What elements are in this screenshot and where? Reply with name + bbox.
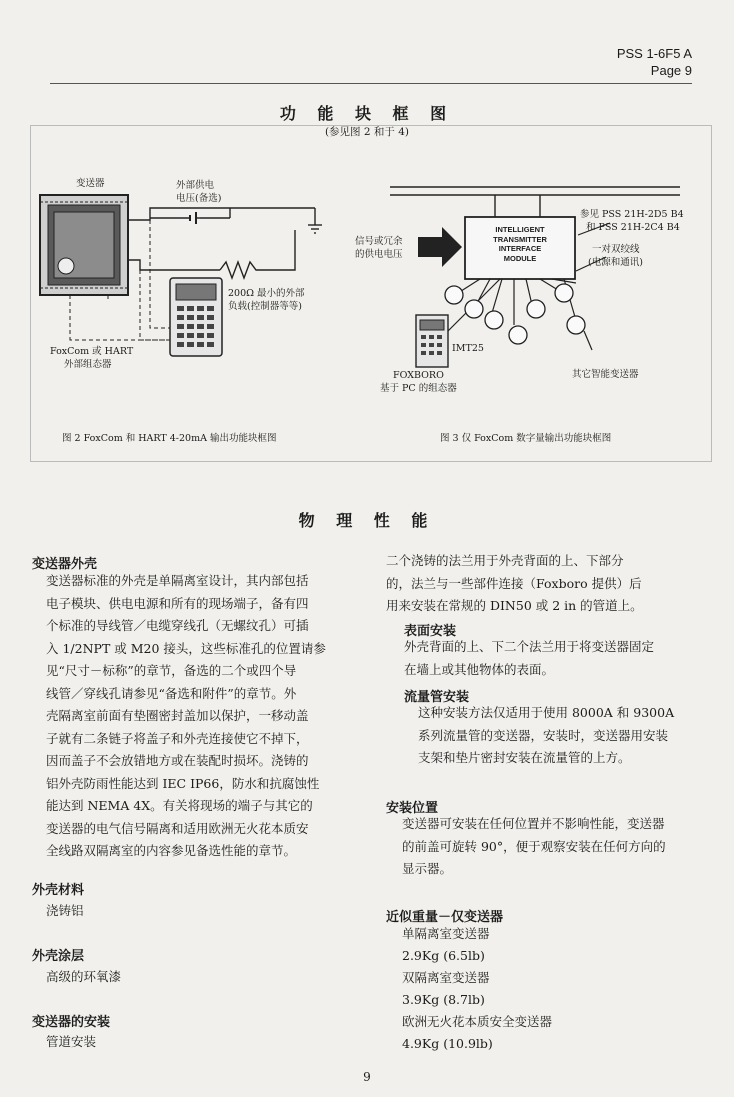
page-number: 9	[363, 1070, 371, 1084]
block-diagram-subtitle: (参见图 2 和于 4)	[324, 126, 410, 138]
figure-3-diagram	[380, 175, 700, 395]
position-line: 显示器。	[402, 861, 453, 876]
fig3-caption: 图 3 仅 FoxCom 数字量输出功能块框图	[440, 433, 612, 444]
enclosure-line: 变送器的电气信号隔离和适用欧洲无火花本质安	[46, 820, 309, 836]
weight-label: 欧洲无火花本质安全变送器	[402, 1014, 553, 1029]
fig3-ref-label-2: 和 PSS 21H-2C4 B4	[586, 222, 680, 233]
fig3-imt-label: IMT25	[452, 343, 484, 354]
fig3-pc-label-1: FOXBORO	[393, 370, 444, 381]
weight-value: 3.9Kg (8.7lb)	[402, 992, 485, 1007]
position-paragraph	[402, 813, 704, 881]
surface-line: 外壳背面的上、下二个法兰用于将变送器固定	[404, 639, 655, 654]
fig2-load-label-2: 负载(控制器等等)	[228, 301, 302, 312]
flowtube-line: 支架和垫片密封安装在流量管的上方。	[418, 750, 631, 765]
interface-module-label	[465, 225, 575, 263]
fig3-pc-label-2: 基于 PC 的组态器	[380, 383, 457, 394]
surface-heading: 表面安装	[404, 624, 457, 639]
fig2-configurator-label-1: FoxCom 或 HART	[50, 346, 134, 357]
enclosure-line: 线管／穿线孔请参见“备选和附件”的章节。外	[46, 685, 297, 701]
weight-item	[402, 969, 552, 1009]
enclosure-line: 见“尺寸－标称”的章节，备选的二个或四个导	[46, 663, 297, 678]
flowtube-line: 系列流量管的变送器，安装时，变送器用安装	[418, 727, 669, 743]
enclosure-heading: 变送器外壳	[32, 557, 98, 572]
pipe-line: 二个浇铸的法兰用于外壳背面的上、下部分	[386, 553, 624, 568]
doc-id: PSS 1-6F5 A	[616, 46, 692, 61]
fig3-signal-label-1: 信号或冗余	[355, 236, 403, 247]
weight-item	[402, 925, 552, 965]
weight-value: 2.9Kg (6.5lb)	[402, 948, 485, 963]
fig3-pair-label-1: 一对双绞线	[592, 244, 640, 255]
fig2-caption: 图 2 FoxCom 和 HART 4-20mA 输出功能块框图	[62, 433, 277, 444]
weight-value: 4.9Kg (10.9lb)	[402, 1036, 493, 1051]
fig2-supply-label-1: 外部供电	[176, 180, 215, 191]
pc-configurator-illustration	[416, 315, 448, 367]
transmitter-illustration	[40, 195, 128, 295]
coating-value: 高级的环氧漆	[46, 969, 122, 984]
mounting-value: 管道安装	[46, 1034, 97, 1049]
fig2-load-label-1: 200Ω 最小的外部	[228, 288, 305, 299]
flowtube-line: 这种安装方法仅适用于使用 8000A 和 9300A	[418, 705, 675, 720]
position-line: 的前盖可旋转 90°，便于观察安装在任何方向的	[402, 838, 666, 854]
weight-label: 单隔离室变送器	[402, 926, 490, 941]
page-label: Page 9	[650, 63, 692, 78]
module-line-2: TRANSMITTER	[493, 234, 547, 244]
pipe-line: 的，法兰与一些部件连接（Foxboro 提供）后	[386, 575, 642, 591]
module-line-4: MODULE	[503, 253, 537, 263]
enclosure-paragraph	[46, 570, 356, 863]
enclosure-line: 因而盖子不会放错地方或在装配时损坏。浇铸的	[46, 753, 309, 768]
enclosure-line: 铝外壳防雨性能达到 IEC IP66，防水和抗腐蚀性	[46, 775, 320, 791]
weight-label: 双隔离室变送器	[402, 970, 490, 985]
weight-item	[402, 1013, 552, 1053]
pipe-mount-paragraph	[386, 550, 704, 618]
position-line: 变送器可安装在任何位置并不影响性能，变送器	[402, 816, 665, 831]
position-heading: 安装位置	[386, 801, 439, 816]
fig3-pair-label-2: (电源和通讯)	[588, 257, 643, 268]
material-heading: 外壳材料	[32, 883, 85, 898]
module-line-1: INTELLIGENT	[495, 225, 545, 234]
fig3-signal-label-2: 的供电电压	[355, 249, 403, 260]
module-line-3: INTERFACE	[498, 244, 542, 253]
block-diagram-title: 功 能 块 框 图	[279, 104, 455, 123]
flowtube-heading: 流量管安装	[404, 690, 470, 705]
enclosure-line: 个标准的导线管／电缆穿线孔（无螺纹孔）可插	[46, 618, 309, 633]
coating-heading: 外壳涂层	[32, 949, 85, 964]
enclosure-line: 入 1/2NPT 或 M20 接头，这些标准孔的位置请参	[46, 640, 326, 656]
surface-paragraph	[404, 636, 704, 681]
enclosure-line: 子就有二条链子将盖子和外壳连接使它不掉下，	[46, 730, 309, 746]
enclosure-line: 能达到 NEMA 4X。有关将现场的端子与其它的	[46, 798, 313, 813]
mounting-heading: 变送器的安装	[32, 1015, 111, 1030]
weight-heading: 近似重量－仅变送器	[386, 910, 504, 925]
header-rule	[50, 83, 692, 84]
enclosure-line: 壳隔离室前面有垫圈密封盖加以保护，一移动盖	[46, 708, 309, 723]
material-value: 浇铸铝	[46, 903, 84, 918]
physical-title: 物 理 性 能	[298, 511, 436, 530]
enclosure-line: 变送器标准的外壳是单隔离室设计，其内部包括	[46, 573, 309, 588]
fig2-supply-label-2: 电压(备选)	[176, 193, 222, 204]
flowtube-paragraph	[418, 702, 706, 770]
enclosure-line: 电子模块、供电电源和所有的现场端子，备有四	[46, 595, 309, 611]
surface-line: 在墙上或其他物体的表面。	[404, 661, 555, 677]
weight-list	[402, 925, 552, 1053]
pipe-line: 用来安装在常规的 DIN50 或 2 in 的管道上。	[386, 598, 643, 613]
enclosure-line: 全线路双隔离室的内容参见备选性能的章节。	[46, 843, 297, 858]
fig3-ref-label-1: 参见 PSS 21H-2D5 B4	[580, 209, 684, 220]
signal-arrow-icon	[418, 227, 462, 267]
handheld-configurator-illustration	[170, 278, 222, 356]
fig2-configurator-label-2: 外部组态器	[64, 359, 112, 370]
fig3-other-label: 其它智能变送器	[572, 369, 639, 380]
fig2-transmitter-label: 变送器	[76, 178, 105, 189]
